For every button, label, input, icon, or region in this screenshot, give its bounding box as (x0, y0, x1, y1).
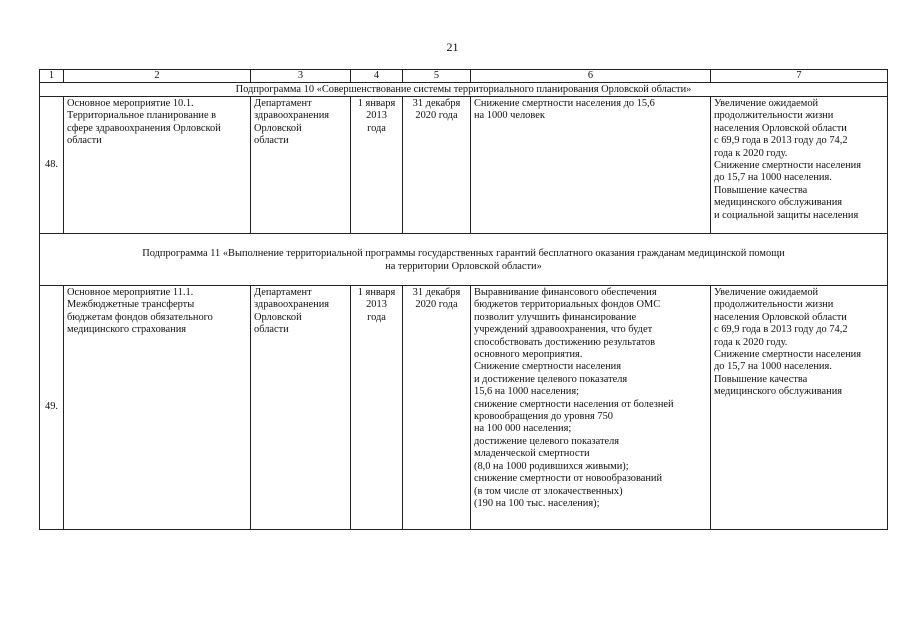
end-date-text: 31 декабря 2020 года (412, 287, 461, 311)
table-row (40, 97, 888, 234)
indicator-cell (471, 286, 711, 530)
subprogram-11-title: Подпрограмма 11 «Выполнение территориальной программы государственных гарантий бесплатного оказания гражданам медицинской помощи на территории Орловской области» (142, 247, 785, 272)
activity-cell (64, 97, 251, 234)
executor-cell (251, 97, 351, 234)
indicator-text: Выравнивание финансового обеспечения бюджетов территориальных фондов ОМС позволит улучшить финансирование учреждений здравоохранения, что будет способствовать достижению результатов основного мероприятия. Снижение смертности населения и достижение целевого показателя 15,6 на 1000 населения; снижение смертности населения от болезней кровообращения до уровня 750 на 100 000 населения; достижение целевого показателя младенческой смертности (8,0 на 1000 родившихся живыми); снижение смертности от новообразований (в том числе от злокачественных) (190 на 100 тыс. населения); (474, 287, 674, 509)
start-date-text: 1 января 2013 года (357, 98, 396, 134)
start-date-cell (351, 97, 403, 234)
column-number-7: 7 (711, 70, 888, 83)
subprogram-10-row (40, 83, 888, 97)
executor-cell (251, 286, 351, 530)
indicator-text: Снижение смертности населения до 15,6 на 1000 человек (474, 98, 655, 122)
end-date-cell (403, 97, 471, 234)
column-number-2: 2 (64, 70, 251, 83)
column-number-5: 5 (403, 70, 471, 83)
subprogram-11-row (40, 234, 888, 286)
subprogram-11-title-cell (40, 234, 888, 286)
row-number: 49. (40, 286, 64, 530)
activity-text: Основное мероприятие 11.1. Межбюджетные трансферты бюджетам фондов обязательного медицинского страхования (67, 287, 213, 336)
row-number: 48. (40, 97, 64, 234)
executor-text: Департамент здравоохранения Орловской области (254, 98, 330, 147)
executor-text: Департамент здравоохранения Орловской области (254, 287, 330, 336)
column-number-6: 6 (471, 70, 711, 83)
column-number-1: 1 (40, 70, 64, 83)
column-number-4: 4 (351, 70, 403, 83)
program-activities-table (39, 69, 888, 530)
subprogram-10-title: Подпрограмма 10 «Совершенствование системы территориального планирования Орловской области» (40, 83, 888, 97)
end-date-cell (403, 286, 471, 530)
column-number-3: 3 (251, 70, 351, 83)
indicator-cell (471, 97, 711, 234)
result-text: Увеличение ожидаемой продолжительности жизни населения Орловской области с 69,9 года в 2013 году до 74,2 года к 2020 году. Снижение смертности населения до 15,7 на 1000 населения. Повышение качества медицинского обслуживания и социальной защиты населения (714, 98, 861, 221)
activity-cell (64, 286, 251, 530)
activity-text: Основное мероприятие 10.1. Территориальное планирование в сфере здравоохранения Орловской области (67, 98, 221, 147)
table-row (40, 286, 888, 530)
start-date-cell (351, 286, 403, 530)
column-number-row (40, 70, 888, 83)
end-date-text: 31 декабря 2020 года (412, 98, 461, 122)
result-cell (711, 286, 888, 530)
page-number: 21 (446, 40, 459, 54)
result-text: Увеличение ожидаемой продолжительности жизни населения Орловской области с 69,9 года в 2013 году до 74,2 года к 2020 году. Снижение смертности населения до 15,7 на 1000 населения. Повышение качества медицинского обслуживания (714, 287, 861, 398)
start-date-text: 1 января 2013 года (357, 287, 396, 323)
result-cell (711, 97, 888, 234)
